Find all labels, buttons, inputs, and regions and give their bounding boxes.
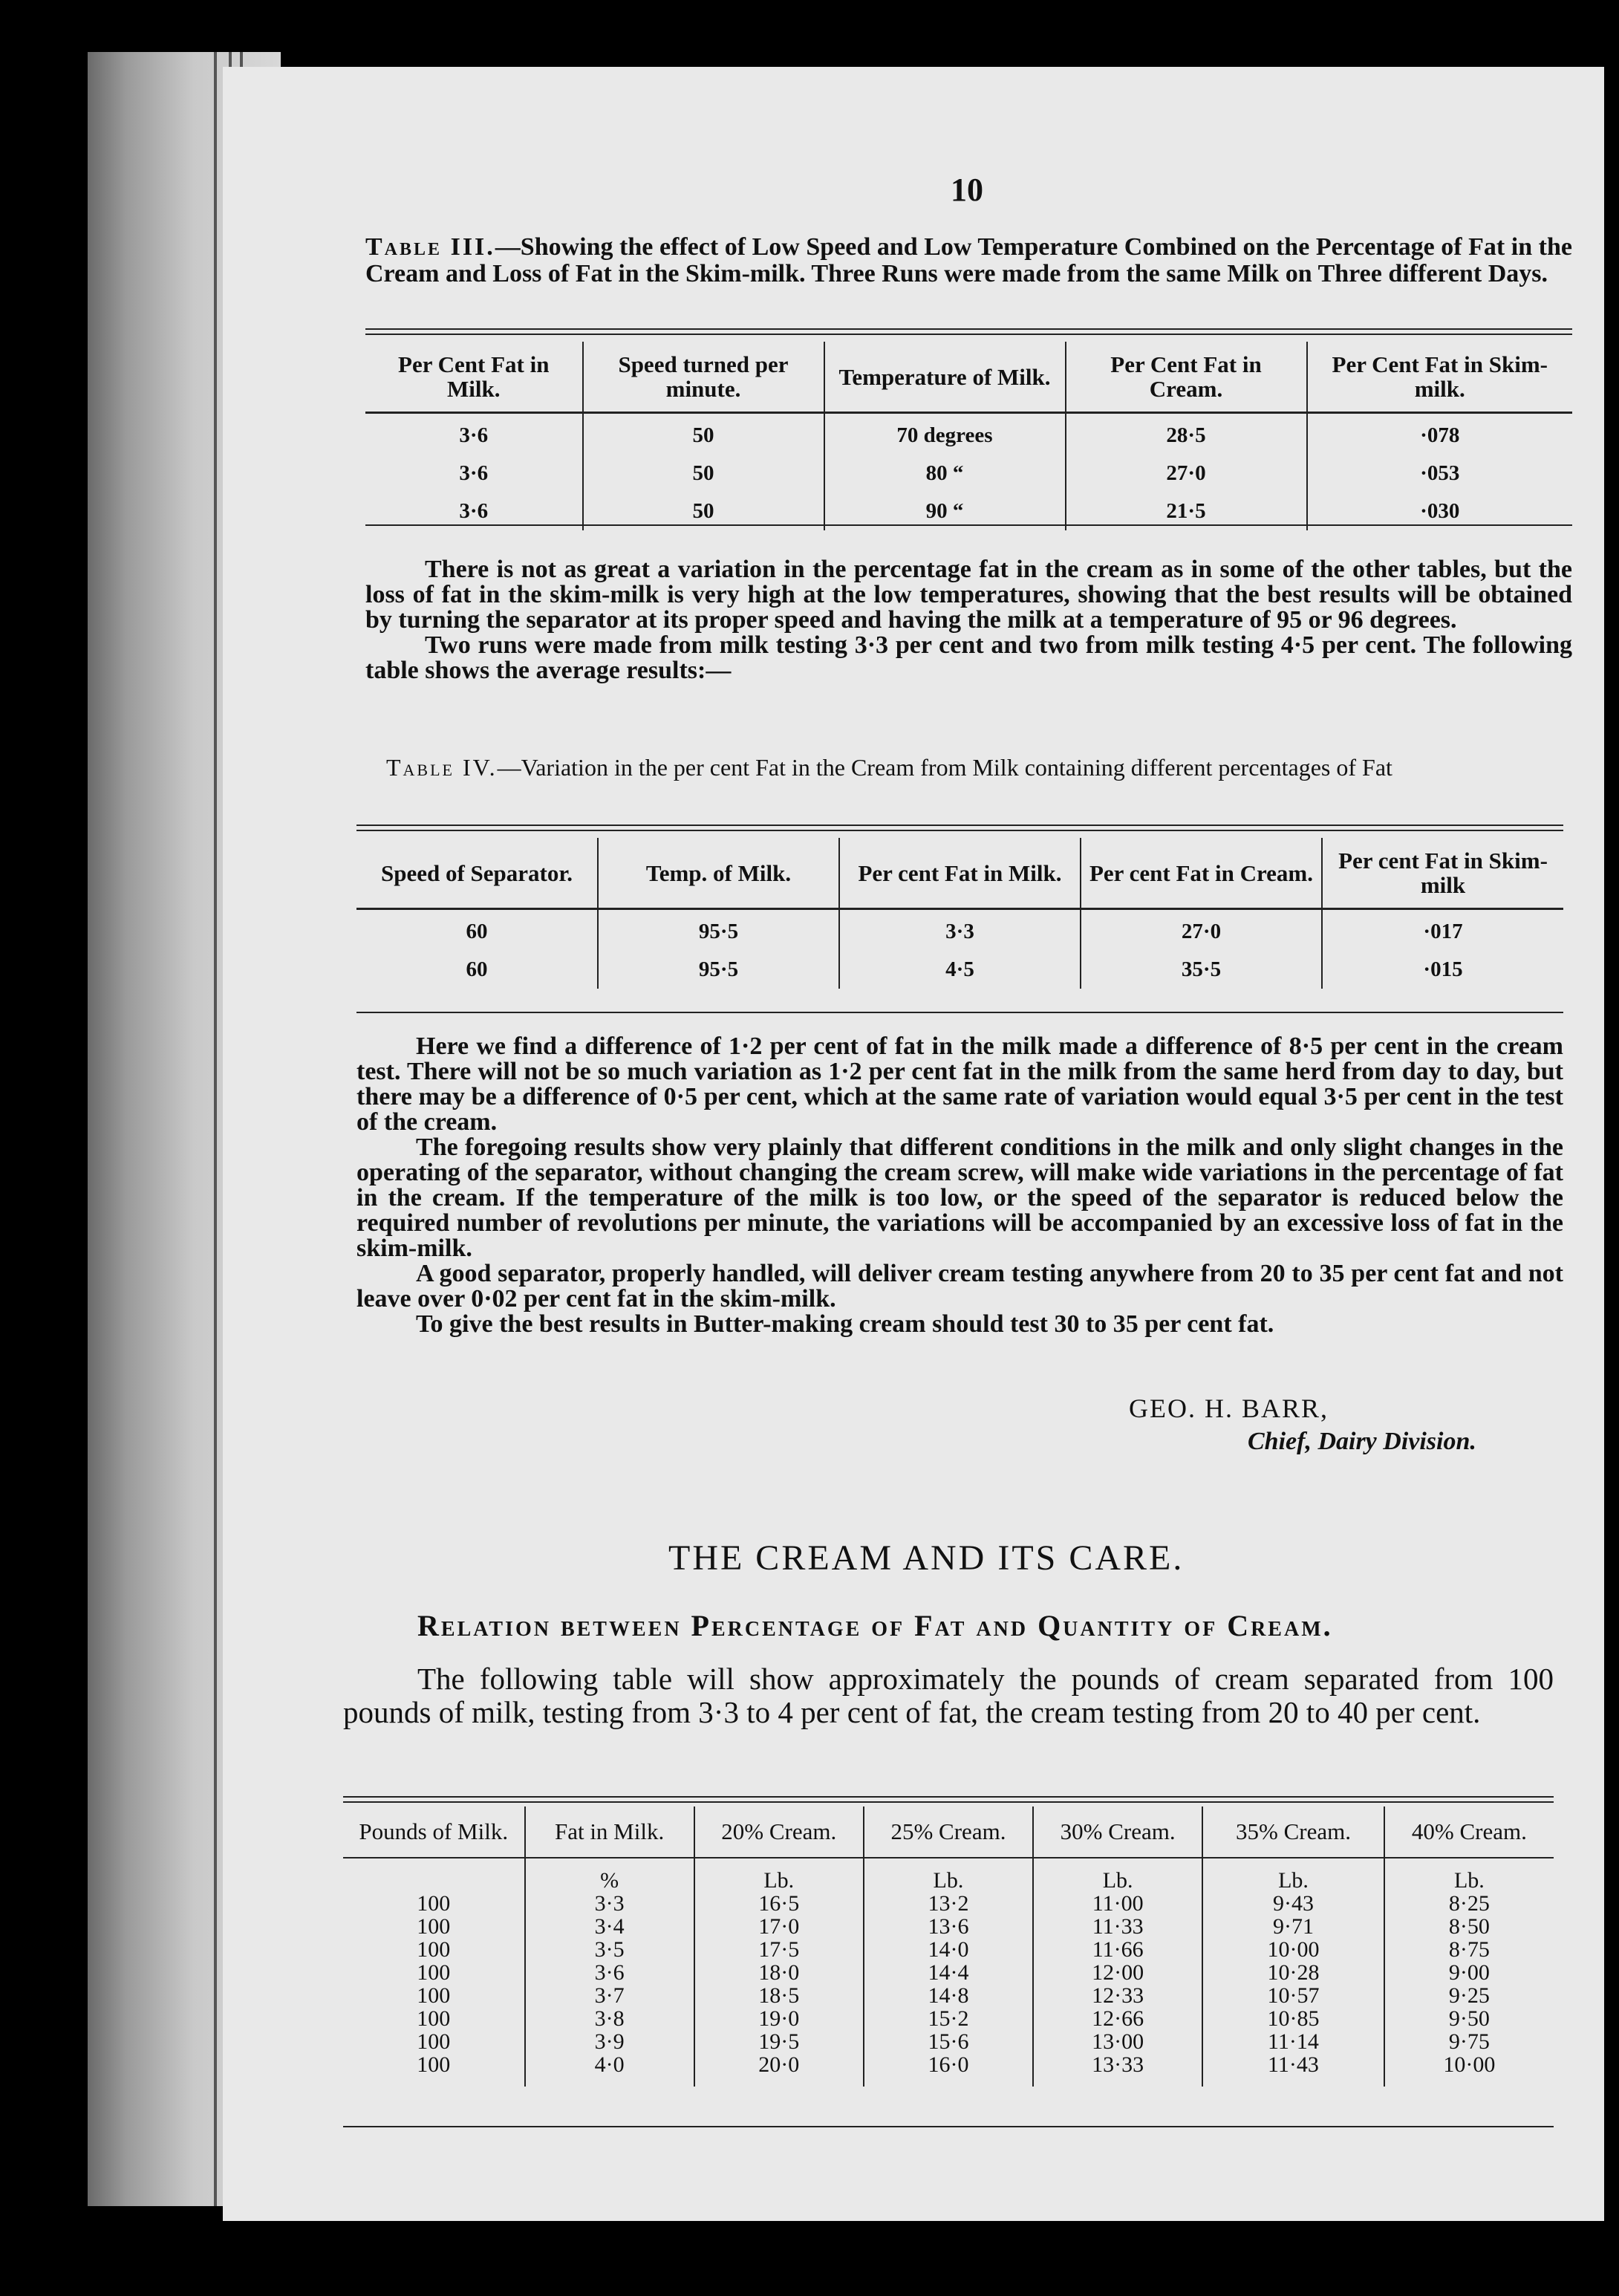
table4-header: Per cent Fat in Cream. [1081, 838, 1322, 909]
cream-table-cell: 15·6 [928, 2029, 969, 2054]
table3-header: Speed turned per minute. [583, 342, 824, 413]
table3-cell: ·078 [1307, 413, 1573, 455]
cream-table-cell: 18·0 [758, 1960, 800, 1985]
table4-cell: 60 [466, 957, 488, 981]
table3-cell: 3·6 [459, 499, 489, 523]
cream-table-cell: 11·33 [1092, 1914, 1144, 1939]
cream-table-unit: Lb. [1453, 1868, 1485, 1893]
table3-cell: 50 [583, 455, 824, 492]
cream-table-header: 30% Cream. [1033, 1806, 1202, 1858]
cream-table-column [864, 1858, 1033, 2087]
cream-table-cell: 11·43 [1268, 2052, 1319, 2077]
table3-row [365, 455, 1572, 492]
cream-table-header: 40% Cream. [1384, 1806, 1554, 1858]
cream-table-column [1384, 1858, 1554, 2087]
cream-table-header: 35% Cream. [1202, 1806, 1384, 1858]
cream-table-cell: 17·5 [758, 1937, 800, 1962]
cream-table [343, 1806, 1554, 2087]
cream-table-cell: 15·2 [928, 2006, 969, 2031]
table4-caption-text: —Variation in the per cent Fat in the Cream from Milk containing different percentages of Fat [497, 754, 1392, 781]
cream-table-header: Fat in Milk. [525, 1806, 694, 1858]
paragraph: The following table will show approximately the pounds of cream separated from 100 pounds of milk, testing from 3·3 to 4 per cent of fat, the cream testing from 20 to 40 per cent. [343, 1662, 1554, 1729]
table3-cell: 70 degrees [824, 413, 1066, 455]
cream-table-cell: 100 [417, 2052, 451, 2077]
section-subtitle: Relation between Percentage of Fat and Quantity of Cream. [417, 1609, 1333, 1642]
table4-cell: 4·5 [839, 951, 1081, 989]
table3-cell: 27·0 [1066, 455, 1307, 492]
cream-table-header: 25% Cream. [864, 1806, 1033, 1858]
table4-cell: 3·3 [839, 909, 1081, 952]
signature-title: Chief, Dairy Division. [1248, 1428, 1476, 1455]
cream-table-cell: 13·2 [928, 1891, 969, 1916]
cream-table-cell: 4·0 [594, 2052, 625, 2077]
cream-table-cell: 9·71 [1273, 1914, 1314, 1939]
cream-table-unit: % [600, 1868, 619, 1893]
paragraph: To give the best results in Butter-making cream should test 30 to 35 per cent fat. [416, 1310, 1274, 1338]
cream-table-cell: 3·6 [594, 1960, 625, 1985]
cream-table-cell: 100 [417, 2006, 451, 2031]
page-number: 10 [951, 172, 983, 208]
cream-table-column [343, 1858, 525, 2087]
table4-row [356, 909, 1563, 952]
table3-cell: 28·5 [1066, 413, 1307, 455]
cream-table-cell: 17·0 [758, 1914, 800, 1939]
cream-table-cell: 9·00 [1448, 1960, 1490, 1985]
cream-table-cell: 10·28 [1267, 1960, 1320, 1985]
body-text-2 [356, 1034, 1563, 1337]
table3-caption-text: —Showing the effect of Low Speed and Low Temperature Combined on the Percentage of Fat in the Cream and Loss of Fat in the Skim-milk. Three Runs were made from the same Milk on Three different Days. [365, 233, 1572, 287]
cream-table-cell: 19·0 [758, 2006, 800, 2031]
cream-table-cell: 16·0 [928, 2052, 969, 2077]
table4-header: Temp. of Milk. [598, 838, 839, 909]
cream-table-unit: Lb. [1278, 1868, 1309, 1893]
page-fold-line [214, 52, 217, 2206]
cream-table-cell: 9·75 [1448, 2029, 1490, 2054]
signature-name: GEO. H. BARR, [1129, 1393, 1329, 1423]
cream-table-body [343, 1858, 1554, 2087]
cream-table-cell: 13·6 [928, 1914, 969, 1939]
table4 [356, 838, 1563, 989]
table3-header: Per Cent Fat in Cream. [1066, 342, 1307, 413]
table3-cell: 80 “ [824, 455, 1066, 492]
cream-table-cell: 8·75 [1448, 1937, 1490, 1962]
table3-cell: 21·5 [1066, 492, 1307, 530]
table4-cell: 95·5 [598, 951, 839, 989]
paragraph: A good separator, properly handled, will deliver cream testing anywhere from 20 to 35 per cent fat and not leave over 0·02 per cent fat in the skim-milk. [356, 1260, 1563, 1313]
cream-table-cell: 9·50 [1448, 2006, 1490, 2031]
cream-table-header: 20% Cream. [694, 1806, 864, 1858]
cream-table-cell: 10·85 [1267, 2006, 1320, 2031]
table3-cell: ·053 [1307, 455, 1573, 492]
cream-table-column [1202, 1858, 1384, 2087]
table4-bottom-rule [356, 1012, 1563, 1013]
cream-table-cell: 100 [417, 1937, 451, 1962]
cream-table-cell: 12·66 [1092, 2006, 1144, 2031]
cream-table-cell: 100 [417, 1891, 451, 1916]
cream-table-cell: 13·00 [1092, 2029, 1144, 2054]
cream-table-cell: 11·14 [1268, 2029, 1319, 2054]
table4-cell: 60 [466, 920, 488, 943]
cream-table-cell: 14·0 [928, 1937, 969, 1962]
table5-bottom-rule [343, 2126, 1554, 2127]
body-text-1 [365, 557, 1572, 683]
table4-caption [386, 754, 1567, 781]
table5-top-rule [343, 1796, 1554, 1803]
cream-table-cell: 10·00 [1443, 2052, 1496, 2077]
cream-table-cell: 14·4 [928, 1960, 969, 1985]
table4-header: Per cent Fat in Skim-milk [1322, 838, 1563, 909]
table4-top-rule [356, 825, 1563, 831]
table3-header-row [365, 342, 1572, 413]
table3 [365, 342, 1572, 530]
cream-table-cell: 14·8 [928, 1983, 969, 2008]
table3-cell: 3·6 [459, 423, 489, 447]
table3-cell: 50 [583, 413, 824, 455]
table4-cell: 27·0 [1081, 909, 1322, 952]
table3-header: Per Cent Fat in Skim-milk. [1307, 342, 1573, 413]
cream-table-cell: 12·33 [1092, 1983, 1144, 2008]
paragraph: Two runs were made from milk testing 3·3 per cent and two from milk testing 4·5 per cent. The following table shows the average results:— [365, 631, 1572, 684]
intro-text [343, 1662, 1554, 1729]
cream-table-cell: 3·9 [594, 2029, 625, 2054]
table3-cell: ·030 [1307, 492, 1573, 530]
cream-table-cell: 11·00 [1092, 1891, 1144, 1916]
cream-table-cell: 10·57 [1267, 1983, 1320, 2008]
cream-table-column [1033, 1858, 1202, 2087]
cream-table-column [525, 1858, 694, 2087]
cream-table-cell: 3·8 [594, 2006, 625, 2031]
cream-table-cell: 100 [417, 2029, 451, 2054]
cream-table-cell: 100 [417, 1983, 451, 2008]
table3-top-rule [365, 328, 1572, 335]
table4-cell: 95·5 [598, 909, 839, 952]
cream-table-cell: 13·33 [1092, 2052, 1144, 2077]
table3-cell: 90 “ [824, 492, 1066, 530]
cream-table-cell: 3·3 [594, 1891, 625, 1916]
cream-table-header: Pounds of Milk. [343, 1806, 525, 1858]
cream-table-cell: 12·00 [1092, 1960, 1144, 1985]
table3-header: Per Cent Fat in Milk. [365, 342, 583, 413]
table3-bottom-rule [365, 524, 1572, 526]
cream-table-unit: Lb. [933, 1868, 964, 1893]
cream-table-cell: 3·4 [594, 1914, 625, 1939]
table3-caption [365, 234, 1572, 287]
table3-label: Table III. [365, 233, 495, 261]
cream-table-cell: 19·5 [758, 2029, 800, 2054]
table4-cell: ·015 [1322, 951, 1563, 989]
table4-header: Per cent Fat in Milk. [839, 838, 1081, 909]
table3-cell: 3·6 [459, 461, 489, 485]
cream-table-cell: 20·0 [758, 2052, 800, 2077]
table4-header: Speed of Separator. [356, 838, 598, 909]
cream-table-cell: 10·00 [1267, 1937, 1320, 1962]
cream-table-unit [346, 1869, 521, 1892]
paragraph: There is not as great a variation in the percentage fat in the cream as in some of the other tables, but the loss of fat in the skim-milk is very high at the low temperatures, showing that the best results will be obtained by turning the separator at its proper speed and having the milk at a temperature of 95 or 96 degrees. [365, 556, 1572, 634]
paragraph: The foregoing results show very plainly that different conditions in the milk and only slight changes in the operating of the separator, without changing the cream screw, will make wide variations in the percentage of fat in the cream. If the temperature of the milk is too low, or the speed of the separator is reduced below the required number of revolutions per minute, the variations will be accompanied by an excessive loss of fat in the skim-milk. [356, 1134, 1563, 1262]
cream-table-cell: 9·25 [1448, 1983, 1490, 2008]
table4-header-row [356, 838, 1563, 909]
cream-table-cell: 100 [417, 1960, 451, 1985]
cream-table-cell: 3·5 [594, 1937, 625, 1962]
cream-table-cell: 16·5 [758, 1891, 800, 1916]
cream-table-cell: 8·50 [1448, 1914, 1490, 1939]
table3-row [365, 413, 1572, 455]
paragraph: Here we find a difference of 1·2 per cent of fat in the milk made a difference of 8·5 per cent in the cream test. There will not be so much variation as 1·2 per cent fat in the milk from the same herd from day to day, but there may be a difference of 0·5 per cent, which at the same rate of variation would equal 3·5 per cent in the test of the cream. [356, 1032, 1563, 1136]
table4-label: Table IV. [386, 754, 498, 781]
cream-table-cell: 18·5 [758, 1983, 800, 2008]
cream-table-cell: 9·43 [1273, 1891, 1314, 1916]
table3-cell: 50 [583, 492, 824, 530]
table4-row [356, 951, 1563, 989]
cream-table-header-row [343, 1806, 1554, 1858]
cream-table-cell: 100 [417, 1914, 451, 1939]
section-title: THE CREAM AND ITS CARE. [668, 1538, 1185, 1578]
cream-table-cell: 8·25 [1448, 1891, 1490, 1916]
table4-cell: 35·5 [1081, 951, 1322, 989]
table3-header: Temperature of Milk. [824, 342, 1066, 413]
cream-table-cell: 3·7 [594, 1983, 625, 2008]
cream-table-column [694, 1858, 864, 2087]
cream-table-unit: Lb. [1102, 1868, 1133, 1893]
table4-cell: ·017 [1322, 909, 1563, 952]
cream-table-cell: 11·66 [1092, 1937, 1144, 1962]
cream-table-unit: Lb. [763, 1868, 795, 1893]
